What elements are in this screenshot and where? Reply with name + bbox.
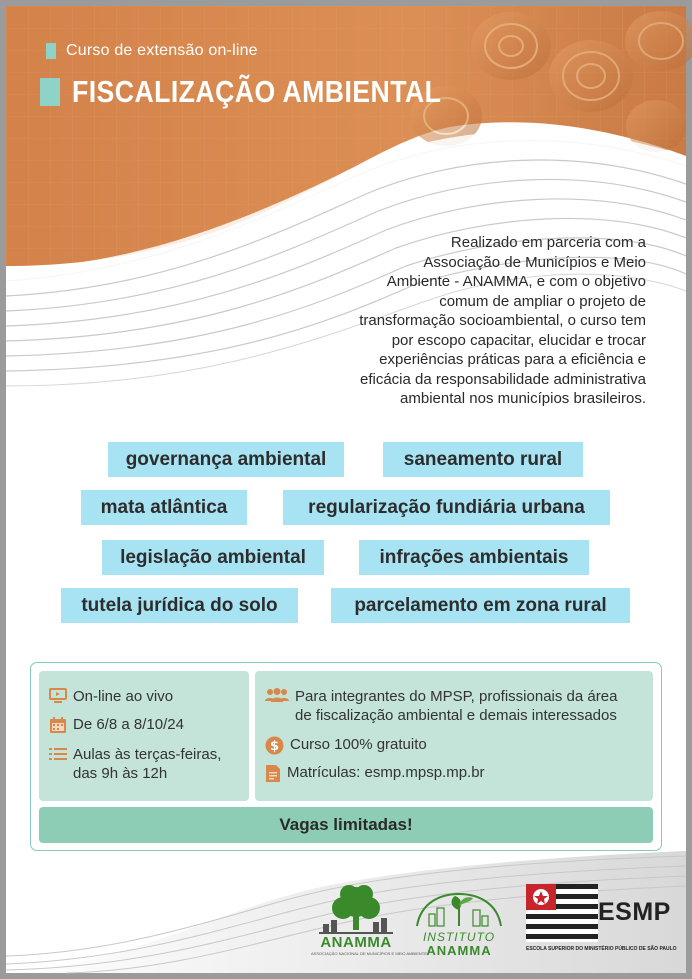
calendar-icon — [49, 716, 67, 734]
topic-tag: mata atlântica — [81, 490, 247, 525]
topic-tag: regularização fundiária urbana — [283, 490, 610, 525]
schedule-text — [73, 745, 221, 783]
topic-tag: infrações ambientais — [359, 540, 589, 575]
topic-tag: saneamento rural — [383, 442, 583, 477]
audience-item — [265, 687, 617, 725]
topic-tag: governança ambiental — [108, 442, 344, 477]
schedule-item — [49, 745, 221, 783]
course-info-box — [30, 662, 662, 851]
enrollment-item — [265, 763, 485, 783]
users-icon — [265, 688, 289, 704]
limited-spots-banner: Vagas limitadas! — [39, 807, 653, 843]
dates-item — [49, 715, 184, 734]
esmp-wordmark: ESMP — [598, 898, 671, 926]
anamma-tagline: ASSOCIAÇÃO NACIONAL DE MUNICÍPIOS E MEIO AMBIENTE — [311, 951, 427, 956]
title-row — [40, 74, 501, 110]
intro-line: Ambiente - ANAMMA, e com o objetivo — [386, 273, 646, 290]
subtitle-marker — [46, 43, 56, 59]
format-item — [49, 687, 173, 706]
price-item — [265, 735, 427, 755]
topic-tag: tutela jurídica do solo — [61, 588, 298, 623]
monitor-icon — [49, 688, 67, 704]
dollar-icon — [265, 736, 284, 755]
subtitle-row — [46, 42, 258, 60]
intro-line: Realizado em parceria com a — [450, 234, 646, 251]
intro-line: transformação socioambiental, o curso tem — [359, 312, 646, 329]
intro-paragraph — [306, 233, 646, 409]
leaf-icon — [411, 888, 507, 932]
intro-line: eficácia da responsabilidade administrativa — [360, 370, 646, 388]
sao-paulo-flag-icon — [526, 884, 598, 942]
course-subtitle: Curso de extensão on-line — [66, 42, 258, 59]
intro-line: por escopo capacitar, elucidar e trocar — [391, 331, 646, 349]
svg-text:$: $ — [269, 739, 280, 754]
flyer-page — [6, 6, 686, 973]
schedule-panel — [39, 671, 249, 801]
schedule-line: das 9h às 12h — [73, 765, 168, 782]
instituto-label: INSTITUTO — [422, 930, 496, 944]
audience-text — [295, 687, 617, 725]
esmp-logo — [526, 884, 677, 960]
intro-line: Associação de Municípios e Meio — [423, 253, 646, 271]
topic-tag: parcelamento em zona rural — [331, 588, 630, 623]
intro-line: comum de ampliar o projeto de — [439, 292, 646, 310]
anamma-wordmark: ANAMMA — [320, 934, 392, 951]
intro-line: experiências práticas para a eficiência e — [379, 351, 646, 368]
dates-text: De 6/8 a 8/10/24 — [73, 716, 184, 733]
intro-line: ambiental nos municípios brasileiros. — [400, 390, 646, 407]
schedule-line: Aulas às terças-feiras, — [73, 746, 222, 763]
anamma-logo — [311, 882, 427, 958]
price-text: Curso 100% gratuito — [290, 736, 427, 753]
course-title: FISCALIZAÇÃO AMBIENTAL — [72, 74, 442, 109]
instituto-anamma-wordmark: ANAMMA — [426, 943, 492, 958]
details-panel — [255, 671, 653, 801]
audience-line: de fiscalização ambiental e demais interessados — [295, 707, 617, 724]
list-icon — [49, 746, 67, 762]
document-icon — [265, 764, 281, 783]
esmp-tagline: ESCOLA SUPERIOR DO MINISTÉRIO PÚBLICO DE SÃO PAULO — [526, 946, 677, 952]
format-text: On-line ao vivo — [73, 688, 174, 705]
title-marker — [40, 78, 60, 106]
instituto-anamma-logo — [411, 888, 507, 958]
audience-line: Para integrantes do MPSP, profissionais da área — [295, 688, 618, 705]
topic-tag: legislação ambiental — [102, 540, 324, 575]
enrollment-text: Matrículas: esmp.mpsp.mp.br — [287, 764, 485, 781]
